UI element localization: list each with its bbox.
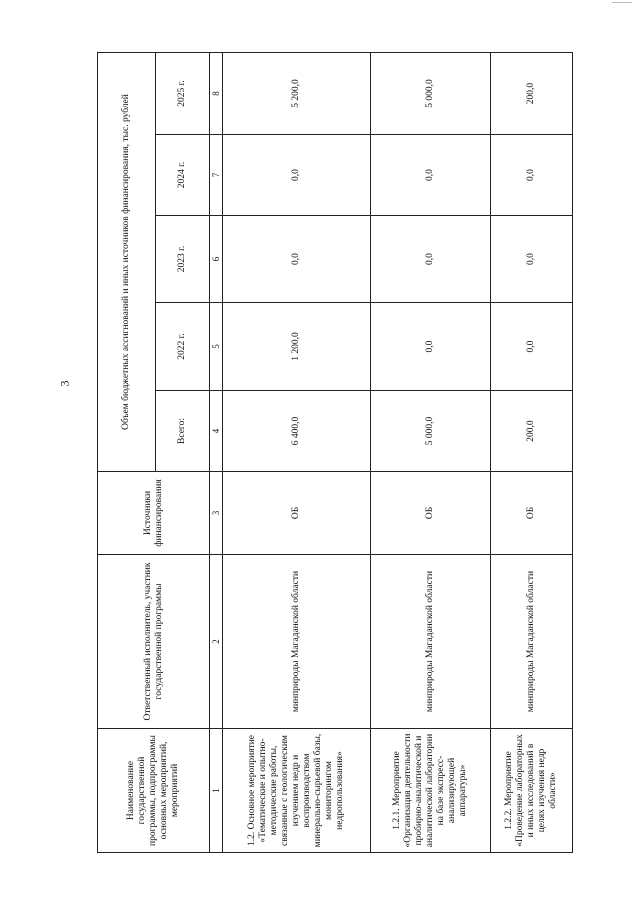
row-total: 200,0	[491, 391, 573, 472]
row-total: 6 400,0	[223, 391, 371, 472]
top-edge-line	[612, 2, 632, 3]
row-name: 1.2.2. Мероприятие «Проведение лабораторных и иных исследований в целях изучения недр области»	[491, 729, 573, 853]
header-sources: Источники финансирования	[98, 472, 210, 555]
header-2025: 2025 г.	[156, 53, 210, 135]
financing-table	[97, 52, 573, 853]
row-2024: 0,0	[371, 135, 491, 216]
col-number: 3	[210, 472, 223, 555]
row-responsible: минприроды Магаданской области	[223, 555, 371, 729]
row-2023: 0,0	[223, 216, 371, 303]
row-2022: 0,0	[491, 303, 573, 391]
header-volume: Объем бюджетных ассигнований и иных источников финансирования, тыс. рублей	[98, 53, 156, 472]
row-name: 1.2.1. Мероприятие «Организация деятельности пробирно-аналитической и аналитической лаборатории на базе экспресс-анализирующей аппаратуры»	[371, 729, 491, 853]
col-number: 6	[210, 216, 223, 303]
row-source: ОБ	[371, 472, 491, 555]
row-2025: 200,0	[491, 53, 573, 135]
header-name: Наименование государственной программы, подпрограммы основных мероприятий, мероприятий	[98, 729, 210, 853]
row-source: ОБ	[491, 472, 573, 555]
row-2022: 1 200,0	[223, 303, 371, 391]
col-number: 4	[210, 391, 223, 472]
page-number: 3	[57, 380, 72, 387]
header-2022: 2022 г.	[156, 303, 210, 391]
column-numbers-row	[210, 53, 223, 853]
header-responsible: Ответственный исполнитель, участник государственной программы	[98, 555, 210, 729]
table-row	[491, 53, 573, 853]
header-2024: 2024 г.	[156, 135, 210, 216]
row-source: ОБ	[223, 472, 371, 555]
col-number: 2	[210, 555, 223, 729]
table-row	[223, 53, 371, 853]
row-total: 5 000,0	[371, 391, 491, 472]
col-number: 1	[210, 729, 223, 853]
col-number: 7	[210, 135, 223, 216]
row-2023: 0,0	[371, 216, 491, 303]
row-2023: 0,0	[491, 216, 573, 303]
row-2022: 0,0	[371, 303, 491, 391]
col-number: 8	[210, 53, 223, 135]
row-2025: 5 200,0	[223, 53, 371, 135]
header-total: Всего:	[156, 391, 210, 472]
header-2023: 2023 г.	[156, 216, 210, 303]
table-row	[371, 53, 491, 853]
row-name: 1.2. Основное мероприятие «Тематические и опытно-методические работы, связанные с геологическим изучением недр и воспроизводством минерально-сырьевой базы, мониторингом недропользования»	[223, 729, 371, 853]
row-2024: 0,0	[491, 135, 573, 216]
row-2025: 5 000,0	[371, 53, 491, 135]
row-2024: 0,0	[223, 135, 371, 216]
row-responsible: минприроды Магаданской области	[371, 555, 491, 729]
row-responsible: минприроды Магаданской области	[491, 555, 573, 729]
rotated-table-wrapper	[97, 53, 558, 853]
col-number: 5	[210, 303, 223, 391]
